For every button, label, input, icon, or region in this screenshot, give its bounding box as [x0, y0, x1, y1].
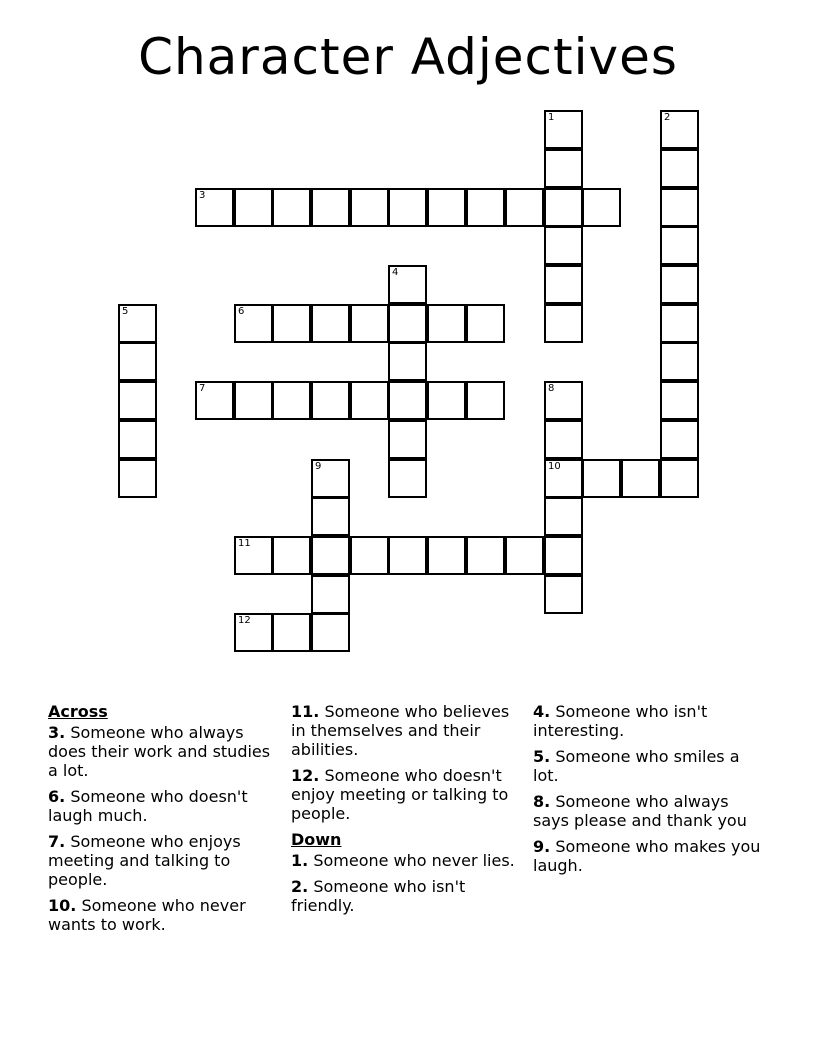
clue-across-3: [48, 723, 273, 780]
grid-cell[interactable]: [272, 536, 311, 575]
grid-cell[interactable]: [466, 304, 505, 343]
grid-cell[interactable]: [544, 536, 583, 575]
grid-cell[interactable]: [234, 536, 273, 575]
grid-cell[interactable]: [660, 110, 699, 149]
grid-cell[interactable]: [272, 613, 311, 652]
grid-cell[interactable]: [660, 304, 699, 343]
grid-cell[interactable]: [660, 265, 699, 304]
grid-cell[interactable]: [195, 188, 234, 227]
grid-cell[interactable]: [544, 304, 583, 343]
grid-cell[interactable]: [350, 188, 389, 227]
grid-cell[interactable]: [660, 226, 699, 265]
clue-text: Someone who enjoys meeting and talking to people.: [48, 832, 241, 889]
grid-cell[interactable]: [582, 459, 621, 498]
grid-cell[interactable]: [388, 188, 427, 227]
clue-across-10: [48, 896, 273, 934]
grid-cell[interactable]: [195, 381, 234, 420]
grid-cell[interactable]: [660, 459, 699, 498]
grid-cell[interactable]: [660, 149, 699, 188]
grid-cell[interactable]: [544, 149, 583, 188]
cell-number: 2: [664, 112, 671, 123]
cell-number: 7: [199, 383, 206, 394]
cell-number: 12: [238, 615, 251, 626]
clue-number: 6.: [48, 787, 66, 806]
clue-column-1: [48, 702, 273, 941]
grid-cell[interactable]: [388, 304, 427, 343]
clue-text: Someone who smiles a lot.: [533, 747, 740, 785]
clue-across-12: [291, 766, 526, 823]
grid-cell[interactable]: [234, 381, 273, 420]
clue-text: Someone who always says please and thank you: [533, 792, 747, 830]
grid-cell[interactable]: [234, 613, 273, 652]
grid-cell[interactable]: [660, 188, 699, 227]
grid-cell[interactable]: [660, 420, 699, 459]
down-heading: Down: [291, 830, 342, 849]
grid-cell[interactable]: [311, 188, 350, 227]
grid-cell[interactable]: [118, 381, 157, 420]
cell-number: 1: [548, 112, 555, 123]
grid-cell[interactable]: [234, 188, 273, 227]
clue-number: 10.: [48, 896, 77, 915]
clue-text: Someone who doesn't laugh much.: [48, 787, 248, 825]
grid-cell[interactable]: [311, 381, 350, 420]
grid-cell[interactable]: [388, 342, 427, 381]
grid-cell[interactable]: [660, 381, 699, 420]
grid-cell[interactable]: [660, 342, 699, 381]
clue-number: 9.: [533, 837, 551, 856]
clue-text: Someone who never lies.: [313, 851, 515, 870]
grid-cell[interactable]: [388, 459, 427, 498]
cell-number: 8: [548, 383, 555, 394]
clue-across-11: [291, 702, 526, 759]
clue-across-6: [48, 787, 273, 825]
clue-text: Someone who makes you laugh.: [533, 837, 761, 875]
cell-number: 9: [315, 461, 322, 472]
grid-cell[interactable]: [350, 304, 389, 343]
grid-cell[interactable]: [621, 459, 660, 498]
clue-text: Someone who always does their work and studies a lot.: [48, 723, 271, 780]
grid-cell[interactable]: [350, 536, 389, 575]
grid-cell[interactable]: [582, 188, 621, 227]
grid-cell[interactable]: [388, 420, 427, 459]
cell-number: 11: [238, 538, 251, 549]
clue-down-1: [291, 851, 526, 870]
clue-text: Someone who never wants to work.: [48, 896, 246, 934]
cell-number: 3: [199, 190, 206, 201]
grid-cell[interactable]: [311, 575, 350, 614]
clue-number: 12.: [291, 766, 320, 785]
clue-number: 8.: [533, 792, 551, 811]
grid-cell[interactable]: [505, 536, 544, 575]
grid-cell[interactable]: [234, 304, 273, 343]
grid-cell[interactable]: [505, 188, 544, 227]
grid-cell[interactable]: [311, 304, 350, 343]
cell-number: 10: [548, 461, 561, 472]
grid-cell[interactable]: [466, 188, 505, 227]
grid-cell[interactable]: [388, 381, 427, 420]
clue-down-5: [533, 747, 768, 785]
grid-cell[interactable]: [427, 304, 466, 343]
clue-number: 2.: [291, 877, 309, 896]
grid-cell[interactable]: [544, 226, 583, 265]
clue-text: Someone who isn't interesting.: [533, 702, 708, 740]
grid-cell[interactable]: [350, 381, 389, 420]
grid-cell[interactable]: [427, 381, 466, 420]
grid-cell[interactable]: [118, 304, 157, 343]
grid-cell[interactable]: [118, 342, 157, 381]
grid-cell[interactable]: [544, 459, 583, 498]
grid-cell[interactable]: [544, 575, 583, 614]
clue-down-8: [533, 792, 768, 830]
clue-number: 4.: [533, 702, 551, 721]
cell-number: 6: [238, 306, 245, 317]
grid-cell[interactable]: [388, 536, 427, 575]
clue-text: Someone who believes in themselves and their abilities.: [291, 702, 510, 759]
clue-number: 11.: [291, 702, 320, 721]
grid-cell[interactable]: [427, 536, 466, 575]
grid-cell[interactable]: [544, 110, 583, 149]
grid-cell[interactable]: [388, 265, 427, 304]
clue-text: Someone who doesn't enjoy meeting or talking to people.: [291, 766, 509, 823]
clue-column-2: [291, 702, 526, 922]
grid-cell[interactable]: [466, 536, 505, 575]
grid-cell[interactable]: [544, 188, 583, 227]
grid-cell[interactable]: [311, 459, 350, 498]
grid-cell[interactable]: [272, 188, 311, 227]
grid-cell[interactable]: [311, 536, 350, 575]
grid-cell[interactable]: [544, 497, 583, 536]
clue-down-2: [291, 877, 526, 915]
grid-cell[interactable]: [272, 304, 311, 343]
clue-text: Someone who isn't friendly.: [291, 877, 466, 915]
across-heading: Across: [48, 702, 108, 721]
clue-number: 7.: [48, 832, 66, 851]
page-title: Character Adjectives: [138, 28, 678, 86]
grid-cell[interactable]: [544, 265, 583, 304]
grid-cell[interactable]: [544, 381, 583, 420]
clue-column-3: [533, 702, 768, 882]
grid-cell[interactable]: [311, 497, 350, 536]
grid-cell[interactable]: [544, 420, 583, 459]
grid-cell[interactable]: [311, 613, 350, 652]
grid-cell[interactable]: [118, 420, 157, 459]
grid-cell[interactable]: [118, 459, 157, 498]
cell-number: 5: [122, 306, 129, 317]
clue-number: 3.: [48, 723, 66, 742]
clue-number: 5.: [533, 747, 551, 766]
grid-cell[interactable]: [272, 381, 311, 420]
clue-number: 1.: [291, 851, 309, 870]
grid-cell[interactable]: [427, 188, 466, 227]
clue-down-4: [533, 702, 768, 740]
cell-number: 4: [392, 267, 399, 278]
clue-across-7: [48, 832, 273, 889]
grid-cell[interactable]: [466, 381, 505, 420]
clue-down-9: [533, 837, 768, 875]
